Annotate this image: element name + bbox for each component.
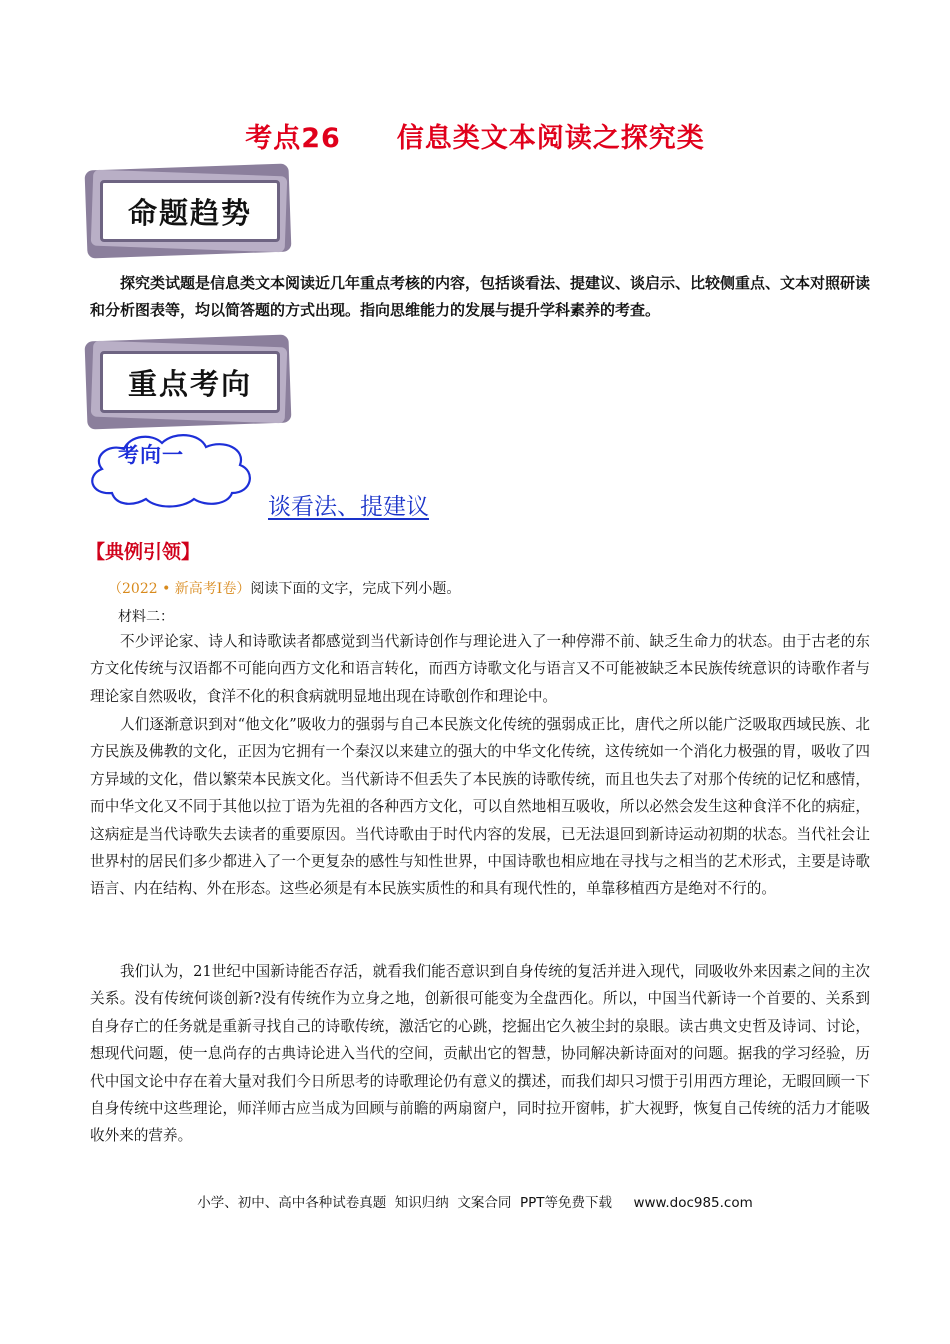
page-title: 考点26 信息类文本阅读之探究类 <box>245 123 705 154</box>
material-label: 材料二： <box>118 609 174 625</box>
paragraph-3: 我们认为，21世纪中国新诗能否存活，就看我们能否意识到自身传统的复活并进入现代，同吸收外来因素之间的主次关系。没有传统何谈创新?没有传统作为立身之地，创新很可能变为全盘西化。所以，中国当代新诗一个首要的、关系到自身存亡的任务就是重新寻找自己的诗歌传统，激活它的心跳，挖掘出它久被尘封的泉眼。读古典文史哲及诗词、讨论，想现代问题，使一息尚存的古典诗论进入当代的空间，贡献出它的智慧，协同解决新诗面对的问题。据我的学习经验，历代中国文论中存在着大量对我们今日所思考的诗歌理论仍有意义的撰述，而我们却只习惯于引用西方理论，无暇回顾一下自身传统中这些理论，师洋师古应当成为回顾与前瞻的两扇窗户，同时拉开窗帏，扩大视野，恢复自己传统的活力才能吸收外来的营养。 <box>90 963 870 1145</box>
source-tag: （2022 • 新高考Ⅰ卷） <box>108 581 251 597</box>
banner-trend-label: 命题趋势 <box>127 195 252 230</box>
banner-focus-label: 重点考向 <box>127 366 252 401</box>
direction-cloud <box>82 431 258 511</box>
direction-label: 考向一 <box>118 443 184 467</box>
banner-focus <box>82 336 300 432</box>
paragraph-2: 人们逐渐意识到对“他文化”吸收力的强弱与自己本民族文化传统的强弱成正比，唐代之所以能广泛吸取西域民族、北方民族及佛教的文化，正因为它拥有一个秦汉以来建立的强大的中华文化传统，这传统如一个消化力极强的胃，吸收了四方异域的文化，借以繁荣本民族文化。当代新诗不但丢失了本民族的诗歌传统，而且也失去了对那个传统的记忆和感情，而中华文化又不同于其他以拉丁语为先祖的各种西方文化，可以自然地相互吸收，所以必然会发生这种食洋不化的病症，这病症是当代诗歌失去读者的重要原因。当代诗歌由于时代内容的发展，已无法退回到新诗运动初期的状态。当代社会让世界村的居民们多少都进入了一个更复杂的感性与知性世界，中国诗歌也相应地在寻找与之相当的艺术形式，主要是诗歌语言、内在结构、外在形态。这些必须是有本民族实质性的和具有现代性的，单靠移植西方是绝对不行的。 <box>90 716 870 898</box>
example-heading: 【典例引领】 <box>86 541 201 563</box>
banner-trend <box>82 165 300 261</box>
direction-topic: 谈看法、提建议 <box>268 494 429 520</box>
source-line <box>108 578 460 598</box>
page-footer: 小学、初中、高中各种试卷真题 知识归纳 文案合同 PPT等免费下载 www.doc985.com <box>197 1195 753 1211</box>
source-instruction: 阅读下面的文字，完成下列小题。 <box>250 581 461 597</box>
paragraph-1: 不少评论家、诗人和诗歌读者都感觉到当代新诗创作与理论进入了一种停滞不前、缺乏生命力的状态。由于古老的东方文化传统与汉语都不可能向西方文化和语言转化，而西方诗歌文化与语言又不可能被缺乏本民族传统意识的诗歌作者与理论家自然吸收，食洋不化的积食病就明显地出现在诗歌创作和理论中。 <box>90 633 870 705</box>
intro-paragraph: 探究类试题是信息类文本阅读近几年重点考核的内容，包括谈看法、提建议、谈启示、比较侧重点、文本对照研读和分析图表等，均以简答题的方式出现。指向思维能力的发展与提升学科素养的考查。 <box>90 274 871 319</box>
